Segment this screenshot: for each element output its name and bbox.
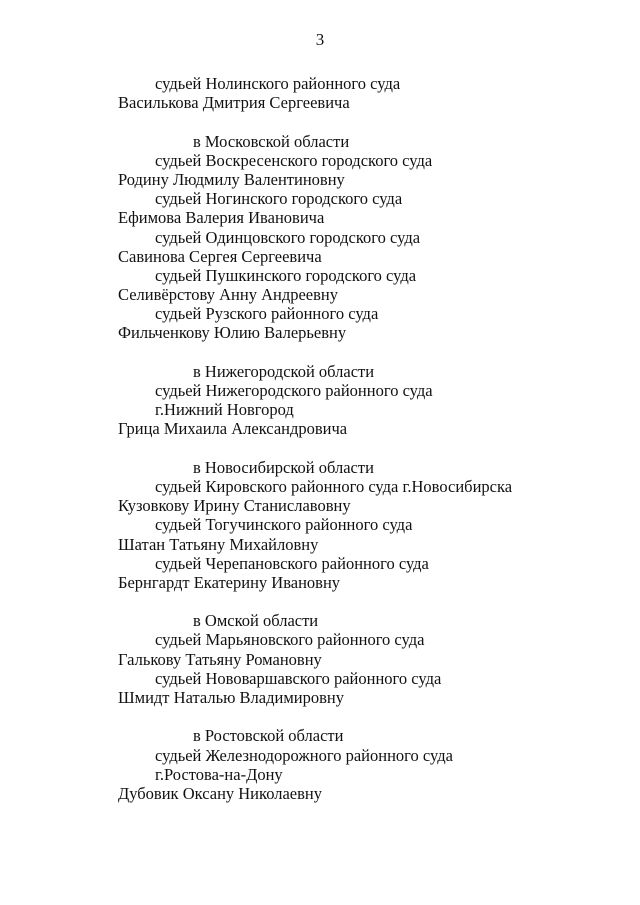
document-body bbox=[118, 74, 618, 803]
court-line: судьей Ногинского городского суда bbox=[155, 189, 403, 209]
court-line: судьей Марьяновского районного суда bbox=[155, 630, 425, 650]
spacer bbox=[118, 112, 618, 131]
judge-name: Дубовик Оксану Николаевну bbox=[118, 783, 322, 803]
spacer bbox=[118, 707, 618, 726]
spacer bbox=[118, 592, 618, 611]
court-line: судьей Рузского районного суда bbox=[155, 304, 379, 324]
judge-name: Бернгардт Екатерину Ивановну bbox=[118, 572, 341, 592]
judge-name: Родину Людмилу Валентиновну bbox=[118, 169, 345, 189]
judge-name: Шмидт Наталью Владимировну bbox=[118, 688, 344, 707]
judge-name: Селивёрстову Анну Андреевну bbox=[118, 285, 338, 305]
region-heading: в Нижегородской области bbox=[193, 361, 375, 381]
region-heading: в Омской области bbox=[193, 611, 319, 631]
court-line: судьей Нолинского районного суда bbox=[155, 74, 401, 93]
court-line: судьей Воскресенского городского суда bbox=[155, 150, 433, 170]
judge-name: Савинова Сергея Сергеевича bbox=[118, 246, 322, 266]
court-line: судьей Нововаршавского районного суда bbox=[155, 668, 442, 688]
region-heading: в Ростовской области bbox=[193, 726, 344, 746]
page-number: 3 bbox=[315, 30, 325, 49]
court-line: судьей Нижегородского районного суда bbox=[155, 381, 433, 400]
judge-name: Фильченкову Юлию Валерьевну bbox=[118, 323, 347, 343]
court-city-line: г.Ростова-на-Дону bbox=[155, 764, 283, 784]
spacer bbox=[118, 439, 618, 458]
judge-name: Галькову Татьяну Романовну bbox=[118, 649, 322, 669]
court-line: судьей Железнодорожного районного суда bbox=[155, 745, 453, 765]
judge-name: Кузовкову Ирину Станиславовну bbox=[118, 496, 351, 516]
court-line: судьей Одинцовского городского суда bbox=[155, 227, 421, 247]
court-city-line: г.Нижний Новгород bbox=[155, 400, 294, 420]
judge-name: Василькова Дмитрия Сергеевича bbox=[118, 93, 350, 113]
court-line: судьей Тогучинского районного суда bbox=[155, 515, 413, 535]
judge-name: Шатан Татьяну Михайловну bbox=[118, 534, 319, 554]
region-heading: в Московской области bbox=[193, 131, 350, 151]
court-line: судьей Черепановского районного суда bbox=[155, 553, 429, 573]
court-line: судьей Пушкинского городского суда bbox=[155, 265, 417, 285]
spacer bbox=[118, 343, 618, 362]
court-line: судьей Кировского районного суда г.Новосибирска bbox=[155, 476, 513, 496]
judge-name: Грица Михаила Александровича bbox=[118, 419, 348, 439]
judge-name: Ефимова Валерия Ивановича bbox=[118, 208, 325, 228]
region-heading: в Новосибирской области bbox=[193, 457, 374, 477]
